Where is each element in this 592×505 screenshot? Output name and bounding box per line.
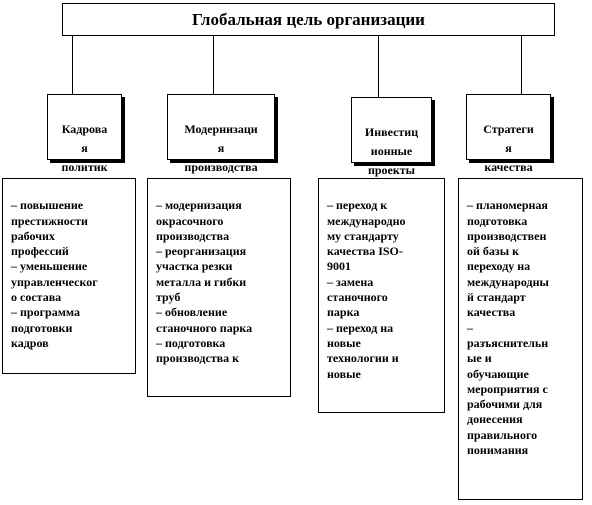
details-modernization bbox=[147, 178, 291, 397]
root-node bbox=[62, 3, 555, 36]
details-text: – модернизация окрасочного производства – реорганизация участка резки металла и гибки труб – обновление станочного парка – подготовка производства к bbox=[156, 198, 253, 366]
connector-root-to-modernization bbox=[213, 36, 214, 94]
category-investment-projects bbox=[351, 97, 432, 177]
category-label: Стратеги я качества bbox=[483, 122, 534, 174]
category-modernization bbox=[167, 94, 275, 174]
details-quality-strategy bbox=[458, 178, 583, 500]
details-text: – повышение престижности рабочих профессий – уменьшение управленческог о состава – программа подготовки кадров bbox=[11, 198, 98, 350]
category-label: Инвестиц ионные проекты bbox=[364, 125, 419, 177]
root-title: Глобальная цель организации bbox=[192, 9, 425, 29]
category-quality-strategy bbox=[466, 94, 551, 174]
details-text: – планомерная подготовка производствен ой базы к переходу на международны й стандарт качества – разъяснительн ые и обучающие мероприятия с рабочими для донесения правильного понимания bbox=[467, 198, 549, 458]
details-text: – переход к международно му стандарту качества ISO- 9001 – замена станочного парка – переход на новые технологии и новые bbox=[327, 198, 406, 381]
category-label: Модернизаци я производства bbox=[184, 122, 258, 174]
details-hr-policy bbox=[2, 178, 136, 374]
details-investment-projects bbox=[318, 178, 445, 413]
category-label: Кадрова я политик bbox=[61, 122, 108, 174]
category-hr-policy bbox=[47, 94, 122, 174]
connector-root-to-quality bbox=[521, 36, 522, 94]
connector-root-to-investment bbox=[378, 36, 379, 97]
connector-root-to-hr bbox=[72, 36, 73, 94]
